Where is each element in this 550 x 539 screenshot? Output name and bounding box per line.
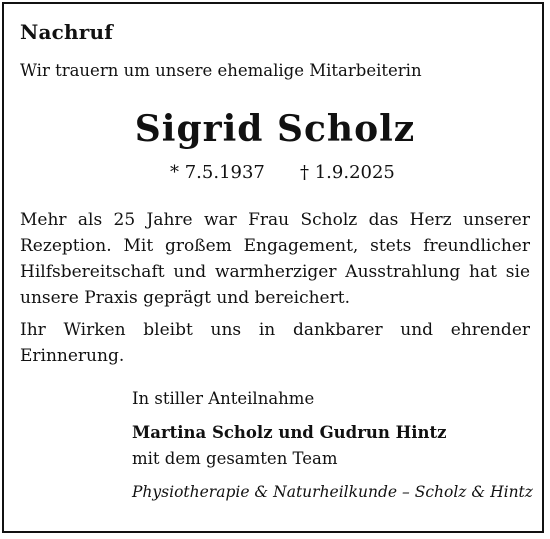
- remembrance-paragraph: Ihr Wirken bleibt uns in dankbarer und ehrender Erinnerung.: [20, 320, 530, 366]
- signatory-names: Martina Scholz und Gudrun Hintz: [132, 423, 447, 442]
- practice-name: Physiotherapie & Naturheilkunde – Scholz & Hintz: [132, 483, 533, 501]
- death-date: † 1.9.2025: [300, 162, 395, 183]
- condolence-line: In stiller Anteilnahme: [132, 389, 315, 408]
- birth-date: * 7.5.1937: [170, 162, 265, 183]
- team-line: mit dem gesamten Team: [132, 449, 338, 468]
- deceased-name: Sigrid Scholz: [134, 108, 416, 150]
- intro-text: Wir trauern um unsere ehemalige Mitarbeiterin: [20, 61, 422, 80]
- tribute-paragraph: Mehr als 25 Jahre war Frau Scholz das Herz unserer Rezeption. Mit großem Engagement, stets freundlicher Hilfsbereitschaft und warmherziger Ausstrahlung hat sie unsere Praxis geprägt und bereichert.: [20, 210, 530, 308]
- heading: Nachruf: [20, 20, 114, 44]
